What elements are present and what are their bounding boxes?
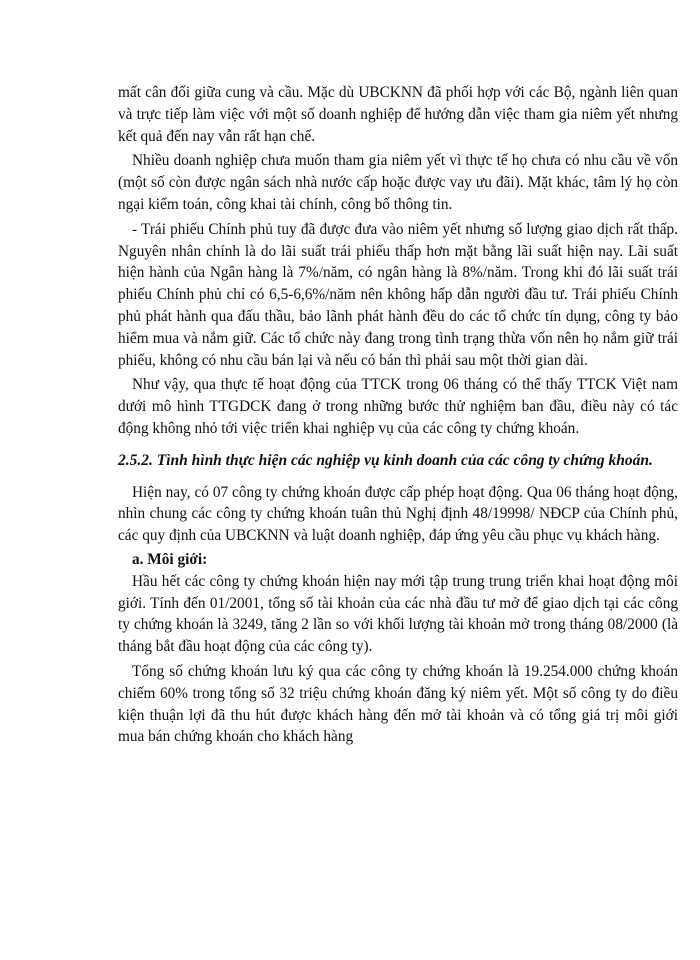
paragraph-custody: Tổng số chứng khoán lưu ký qua các công ty chứng khoán là 19.254.000 chứng khoán chiếm 60% trong tổng số 32 triệu chứng khoán đăng ký niêm yết. Một số công ty do điều kiện thuận lợi đã thu hút được khách hàng đến mở tài khoản và có tổng giá trị môi giới mua bán chứng khoán cho khách hàng (118, 662, 678, 746)
paragraph-supply-demand: mất cân đối giữa cung và cầu. Mặc dù UBCKNN đã phối hợp với các Bộ, ngành liên quan và trực tiếp làm việc với một số doanh nghiệp để hướng dẫn việc tham gia niêm yết nhưng kết quả đến nay vẫn rất hạn chế. (118, 84, 678, 145)
document-page (118, 82, 678, 748)
paragraph-accounts: Hầu hết các công ty chứng khoán hiện nay mới tập trung trung triển khai hoạt động môi giới. Tính đến 01/2001, tổng số tài khoản của các nhà đầu tư mở để giao dịch tại các công ty chứng khoán là 3249, tăng 2 lần so với khối lượng tài khoản mở trong tháng 08/2000 (là tháng bắt đầu hoạt động của các công ty). (118, 572, 678, 656)
paragraph-enterprises: Nhiều doanh nghiệp chưa muốn tham gia niêm yết vì thực tế họ chưa có nhu cầu về vốn (một số còn được ngân sách nhà nước cấp hoặc được vay ưu đãi). Mặt khác, tâm lý họ còn ngại kiểm toán, công khai tài chính, công bố thông tin. (118, 152, 678, 213)
paragraph-conclusion: Như vậy, qua thực tế hoạt động của TTCK trong 06 tháng có thể thấy TTCK Việt nam dưới mô hình TTGDCK đang ở trong những bước thử nghiệm ban đầu, điều này có tác động không nhỏ tới việc triển khai nghiệp vụ của các công ty chứng khoán. (118, 376, 678, 437)
section-heading: 2.5.2. Tình hình thực hiện các nghiệp vụ kinh doanh của các công ty chứng khoán. (118, 451, 653, 469)
paragraph-government-bonds: - Trái phiếu Chính phủ tuy đã được đưa vào niêm yết nhưng số lượng giao dịch rất thấp. Nguyên nhân chính là do lãi suất trái phiếu thấp hơn mặt bằng lãi suất hiện nay. Lãi suất hiện hành của Ngân hàng là 7%/năm, có ngân hàng là 8%/năm. Trong khi đó lãi suất trái phiếu Chính phủ chỉ có 6,5-6,6%/năm nên không hấp dẫn người đầu tư. Trái phiếu Chính phủ phát hành qua đấu thầu, bảo lãnh phát hành đều do các tổ chức tín dụng, công ty bảo hiểm mua và nắm giữ. Các tổ chức này đang trong tình trạng thừa vốn nên họ nắm giữ trái phiếu, không có nhu cầu bán lại và nếu có bán thì phải sau một thời gian dài. (118, 220, 678, 369)
paragraph-securities-companies: Hiện nay, có 07 công ty chứng khoán được cấp phép hoạt động. Qua 06 tháng hoạt động, nhìn chung các công ty chứng khoán tuân thủ Nghị định 48/19998/ NĐCP của Chính phủ, các quy định của UBCKNN và luật doanh nghiệp, đáp ứng yêu cầu phục vụ khách hàng. (118, 483, 678, 545)
subheading-brokerage: a. Môi giới: (132, 550, 208, 568)
